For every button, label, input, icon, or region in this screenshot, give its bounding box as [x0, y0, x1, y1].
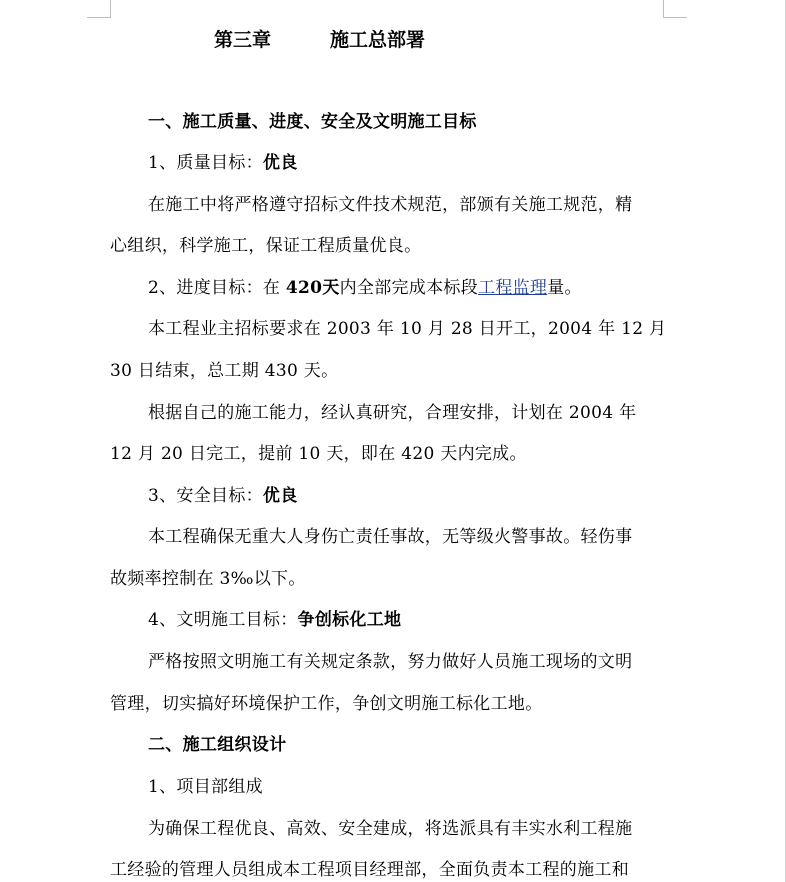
civilized-goal-value: 争创标化工地 — [297, 610, 402, 630]
margin-corner-mark-top-right — [664, 17, 687, 18]
schedule-goal-label: 2、进度目标：在 — [148, 278, 286, 298]
civilized-goal-line — [148, 609, 708, 631]
paragraph-line: 本工程确保无重大人身伤亡责任事故，无等级火警事故。轻伤事 — [148, 527, 633, 547]
quality-goal-line — [148, 152, 708, 174]
paragraph-line: 在施工中将严格遵守招标文件技术规范，部颁有关施工规范，精 — [148, 195, 633, 215]
safety-goal-line — [148, 485, 708, 507]
margin-corner-mark-top-left — [87, 17, 110, 18]
paragraph-line: 为确保工程优良、高效、安全建成，将选派具有丰实水利工程施 — [148, 819, 633, 839]
civilized-goal-label: 4、文明施工目标： — [148, 610, 298, 630]
paragraph-line: 心组织，科学施工，保证工程质量优良。 — [110, 236, 422, 256]
schedule-goal-end: 量。 — [547, 278, 582, 298]
paragraph-line: 管理，切实搞好环境保护工作，争创文明施工标化工地。 — [110, 694, 543, 714]
margin-corner-mark-top-right-vertical — [663, 0, 664, 18]
schedule-goal-text: 内全部完成本标段 — [339, 278, 479, 298]
schedule-goal-line — [148, 277, 708, 299]
schedule-goal-value: 420天 — [285, 278, 340, 298]
project-dept-item: 1、项目部组成 — [148, 777, 263, 797]
paragraph-line: 故频率控制在 3‰以下。 — [110, 569, 306, 589]
quality-goal-value: 优良 — [262, 153, 298, 173]
paragraph-line: 工经验的管理人员组成本工程项目经理部，全面负责本工程的施工和 — [110, 860, 629, 880]
paragraph-line: 严格按照文明施工有关规定条款，努力做好人员施工现场的文明 — [148, 652, 633, 672]
safety-goal-label: 3、安全目标： — [148, 486, 263, 506]
safety-goal-value: 优良 — [262, 486, 298, 506]
section-heading-organization: 二、施工组织设计 — [148, 735, 287, 755]
engineering-supervision-link[interactable]: 工程监理 — [478, 278, 548, 298]
paragraph-line: 根据自己的施工能力，经认真研究，合理安排，计划在 2004 年 — [148, 403, 637, 423]
paragraph-line: 30 日结束，总工期 430 天。 — [110, 361, 339, 381]
margin-corner-mark-top-left-vertical — [110, 0, 111, 18]
quality-goal-label: 1、质量目标： — [148, 153, 263, 173]
paragraph-line: 12 月 20 日完工，提前 10 天，即在 420 天内完成。 — [110, 444, 527, 464]
chapter-number: 第三章 — [214, 29, 272, 51]
chapter-name: 施工总部署 — [330, 29, 426, 51]
paragraph-line: 本工程业主招标要求在 2003 年 10 月 28 日开工，2004 年 12 月 — [148, 319, 667, 339]
section-heading-goals: 一、施工质量、进度、安全及文明施工目标 — [148, 112, 477, 132]
